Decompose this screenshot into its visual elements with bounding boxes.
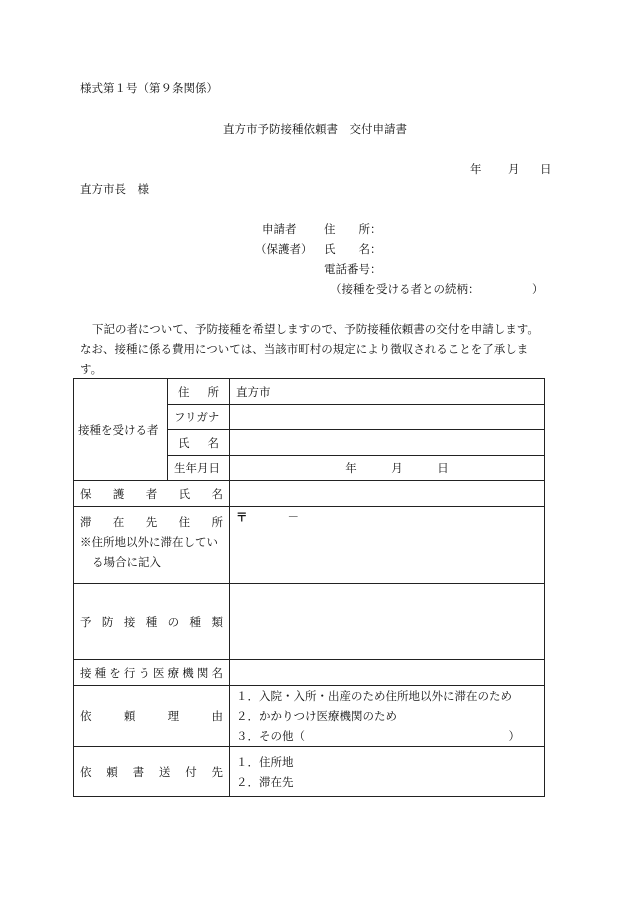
guardian-label: （保護者） [255, 242, 313, 256]
clinic-name-label: 接 種 を 行 う 医 療 機 関 名 [74, 660, 230, 686]
statement-line-2: なお、接種に係る費用については、当該市町村の規定により徴収されることを了承します。 [80, 342, 529, 376]
name-label: 氏 名 [168, 430, 230, 456]
applicant-address-label: 住 所： [324, 222, 382, 236]
reason-options [230, 686, 545, 747]
statement-line-1: 下記の者について、予防接種を希望しますので、予防接種依頼書の交付を申請します。 [92, 322, 539, 336]
clinic-name-field[interactable] [230, 660, 545, 686]
stay-note-line-1: ※住所地以外に滞在してい [80, 535, 218, 549]
furigana-field[interactable] [230, 405, 545, 430]
addressee: 直方市長 様 [80, 182, 149, 196]
stay-address-label: 滞 在 先 住 所 ※住所地以外に滞在してい る場合に記入 [74, 507, 230, 584]
table-row [74, 686, 545, 747]
date-month-label: 月 [508, 162, 520, 176]
relationship-label: （接種を受ける者との続柄： [330, 282, 480, 296]
table-row [74, 584, 545, 660]
relationship-close: ） [532, 282, 544, 296]
name-field[interactable] [230, 430, 545, 456]
send-option-2[interactable]: ２．滞在先 [236, 774, 294, 789]
birth-day-unit: 日 [437, 461, 449, 475]
guardian-name-field[interactable] [230, 481, 545, 507]
send-option-1[interactable]: １．住所地 [236, 754, 294, 769]
stay-address-field[interactable] [230, 507, 545, 584]
furigana-label: フリガナ [168, 405, 230, 430]
address-label: 住 所 [168, 379, 230, 405]
birth-label: 生年月日 [168, 456, 230, 481]
birth-month-unit: 月 [391, 461, 403, 475]
applicant-label: 申請者 [262, 222, 297, 236]
postal-mark: 〒 [236, 510, 248, 524]
date-day-label: 日 [540, 162, 552, 176]
postal-dash: － [287, 510, 299, 524]
request-statement [80, 319, 550, 379]
send-destination-label: 依 頼 書 送 付 先 [74, 747, 230, 797]
applicant-name-label: 氏 名： [324, 242, 382, 256]
page-title: 直方市予防接種依頼書 交付申請書 [223, 122, 407, 136]
vaccine-type-field[interactable] [230, 584, 545, 660]
table-row [74, 379, 545, 405]
application-table [73, 378, 545, 797]
send-destination-options [230, 747, 545, 797]
table-row [74, 481, 545, 507]
table-row [74, 747, 545, 797]
address-value[interactable]: 直方市 [230, 379, 545, 405]
vaccine-type-label: 予 防 接 種 の 種 類 [74, 584, 230, 660]
applicant-phone-label: 電話番号： [324, 262, 382, 276]
guardian-name-label: 保 護 者 氏 名 [74, 481, 230, 507]
reason-option-3[interactable]: ３．その他（ ） [236, 729, 520, 743]
table-row [74, 660, 545, 686]
birth-year-unit: 年 [345, 461, 357, 475]
recipient-label: 接種を受ける者 [74, 379, 168, 481]
birth-field[interactable] [230, 456, 545, 481]
date-year-label: 年 [470, 162, 482, 176]
form-number: 様式第１号（第９条関係） [80, 81, 218, 95]
reason-label: 依 頼 理 由 [74, 686, 230, 747]
reason-option-2[interactable]: ２．かかりつけ医療機関のため [236, 709, 397, 723]
reason-option-1[interactable]: １．入院・入所・出産のため住所地以外に滞在のため [236, 689, 512, 703]
table-row [74, 507, 545, 584]
stay-note-line-2: る場合に記入 [92, 555, 161, 569]
